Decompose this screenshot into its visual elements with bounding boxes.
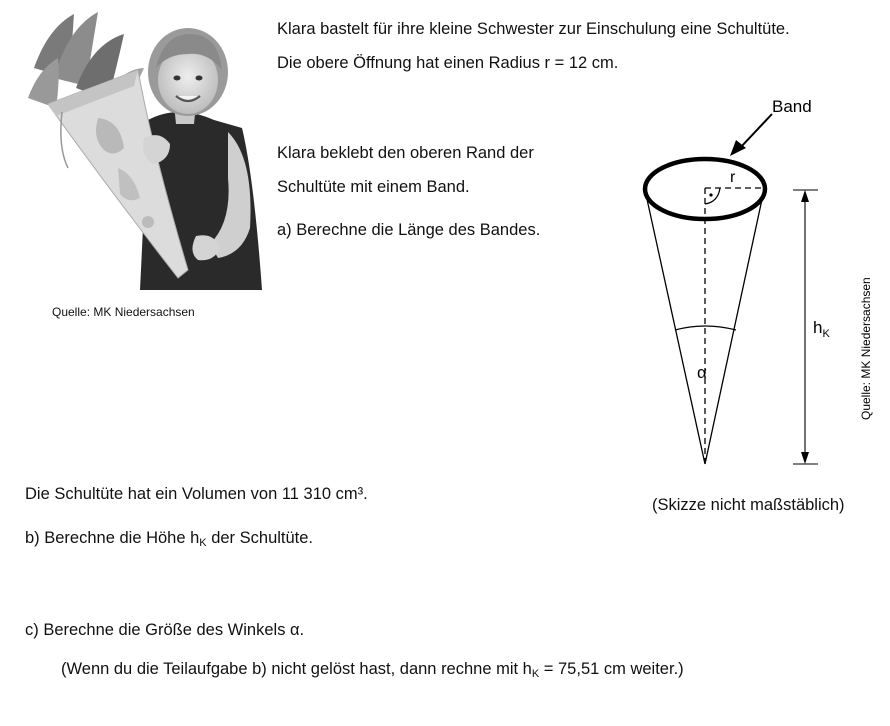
task-c-hint-prefix: (Wenn du die Teilaufgabe b) nicht gelöst hast, dann rechne mit h	[61, 660, 532, 678]
sketch-note: (Skizze nicht maßstäblich)	[652, 496, 845, 514]
photo-source-caption: Quelle: MK Niedersachsen	[52, 305, 195, 319]
height-label: $h_K$	[813, 318, 830, 340]
task-c-hint	[61, 659, 684, 684]
cone-right-edge	[705, 190, 764, 464]
task-b	[25, 528, 313, 553]
band-arrowhead	[730, 140, 746, 156]
task-c: c) Berechne die Größe des Winkels α.	[25, 621, 305, 639]
task-c-hint-sub: K	[531, 668, 540, 680]
band-label: Band	[772, 97, 812, 116]
height-label-sub: K	[822, 328, 830, 340]
right-angle-dot	[709, 193, 712, 196]
context-line-2: Schultüte mit einem Band.	[277, 178, 470, 196]
cone-left-edge	[645, 190, 705, 464]
right-angle-mark	[705, 188, 720, 204]
volume-statement: Die Schultüte hat ein Volumen von 11 310 cm³.	[25, 485, 368, 503]
band-pointer-line	[740, 114, 772, 148]
task-b-suffix: der Schultüte.	[206, 529, 314, 547]
sketch-source-caption: Quelle: MK Niedersachsen	[859, 277, 873, 420]
alpha-label: α	[697, 363, 707, 382]
height-arrow-bottom	[801, 452, 809, 464]
task-b-prefix: b) Berechne die Höhe h	[25, 529, 200, 547]
cone-sketch	[600, 90, 890, 480]
girl-with-schooltuete-photo	[28, 8, 264, 290]
intro-line-1: Klara bastelt für ihre kleine Schwester zur Einschulung eine Schultüte.	[277, 20, 790, 38]
task-c-hint-suffix: = 75,51 cm weiter.)	[539, 660, 684, 678]
intro-line-2: Die obere Öffnung hat einen Radius r = 12 cm.	[277, 54, 619, 72]
task-a: a) Berechne die Länge des Bandes.	[277, 221, 541, 239]
radius-label: r	[730, 169, 736, 186]
task-b-sub: K	[199, 537, 207, 549]
height-arrow-top	[801, 190, 809, 202]
context-line-1: Klara beklebt den oberen Rand der	[277, 144, 534, 162]
